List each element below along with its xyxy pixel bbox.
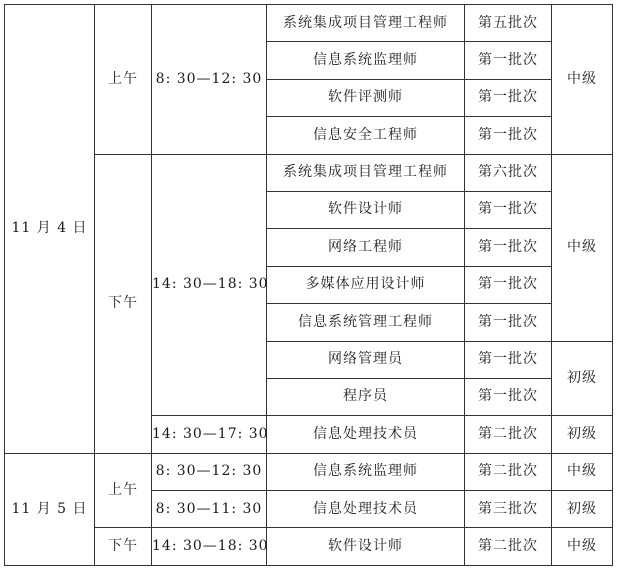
date-cell: 11 月 5 日: [5, 453, 95, 565]
level-cell: 中级: [552, 453, 613, 490]
batch-cell: 第一批次: [465, 341, 552, 378]
level-cell: 中级: [552, 528, 613, 565]
exam-name-cell: 信息处理技术员: [267, 416, 465, 453]
exam-name-cell: 软件设计师: [267, 191, 465, 228]
half-day-cell: 上午: [95, 453, 152, 528]
batch-cell: 第一批次: [465, 266, 552, 303]
batch-cell: 第一批次: [465, 117, 552, 154]
exam-name-cell: 网络管理员: [267, 341, 465, 378]
exam-name-cell: 信息系统监理师: [267, 453, 465, 490]
table-row: [5, 453, 613, 490]
level-cell: 中级: [552, 154, 613, 341]
batch-cell: 第一批次: [465, 42, 552, 79]
exam-name-cell: 系统集成项目管理工程师: [267, 5, 465, 42]
level-cell: 初级: [552, 416, 613, 453]
half-day-cell: 下午: [95, 154, 152, 453]
level-cell: 中级: [552, 5, 613, 155]
time-cell: 8: 30—12: 30: [152, 5, 267, 155]
time-cell: 8: 30—11: 30: [152, 491, 267, 528]
table-row: [5, 528, 613, 565]
batch-cell: 第一批次: [465, 191, 552, 228]
exam-name-cell: 系统集成项目管理工程师: [267, 154, 465, 191]
exam-schedule-table: [4, 4, 613, 566]
level-cell: 初级: [552, 491, 613, 528]
exam-name-cell: 信息系统管理工程师: [267, 304, 465, 341]
table-row: [5, 154, 613, 191]
exam-name-cell: 信息安全工程师: [267, 117, 465, 154]
half-day-cell: 上午: [95, 5, 152, 155]
batch-cell: 第五批次: [465, 5, 552, 42]
date-cell: 11 月 4 日: [5, 5, 95, 454]
time-cell: 14: 30—18: 30: [152, 154, 267, 416]
batch-cell: 第二批次: [465, 528, 552, 565]
exam-name-cell: 网络工程师: [267, 229, 465, 266]
time-cell: 14: 30—18: 30: [152, 528, 267, 565]
exam-name-cell: 信息处理技术员: [267, 491, 465, 528]
exam-name-cell: 软件设计师: [267, 528, 465, 565]
level-cell: 初级: [552, 341, 613, 416]
exam-name-cell: 信息系统监理师: [267, 42, 465, 79]
batch-cell: 第一批次: [465, 229, 552, 266]
table-row: [5, 5, 613, 42]
batch-cell: 第一批次: [465, 79, 552, 116]
exam-name-cell: 多媒体应用设计师: [267, 266, 465, 303]
time-cell: 8: 30—12: 30: [152, 453, 267, 490]
exam-name-cell: 程序员: [267, 378, 465, 415]
batch-cell: 第三批次: [465, 491, 552, 528]
batch-cell: 第一批次: [465, 378, 552, 415]
time-cell: 14: 30—17: 30: [152, 416, 267, 453]
exam-name-cell: 软件评测师: [267, 79, 465, 116]
batch-cell: 第六批次: [465, 154, 552, 191]
batch-cell: 第二批次: [465, 453, 552, 490]
half-day-cell: 下午: [95, 528, 152, 565]
batch-cell: 第一批次: [465, 304, 552, 341]
batch-cell: 第二批次: [465, 416, 552, 453]
